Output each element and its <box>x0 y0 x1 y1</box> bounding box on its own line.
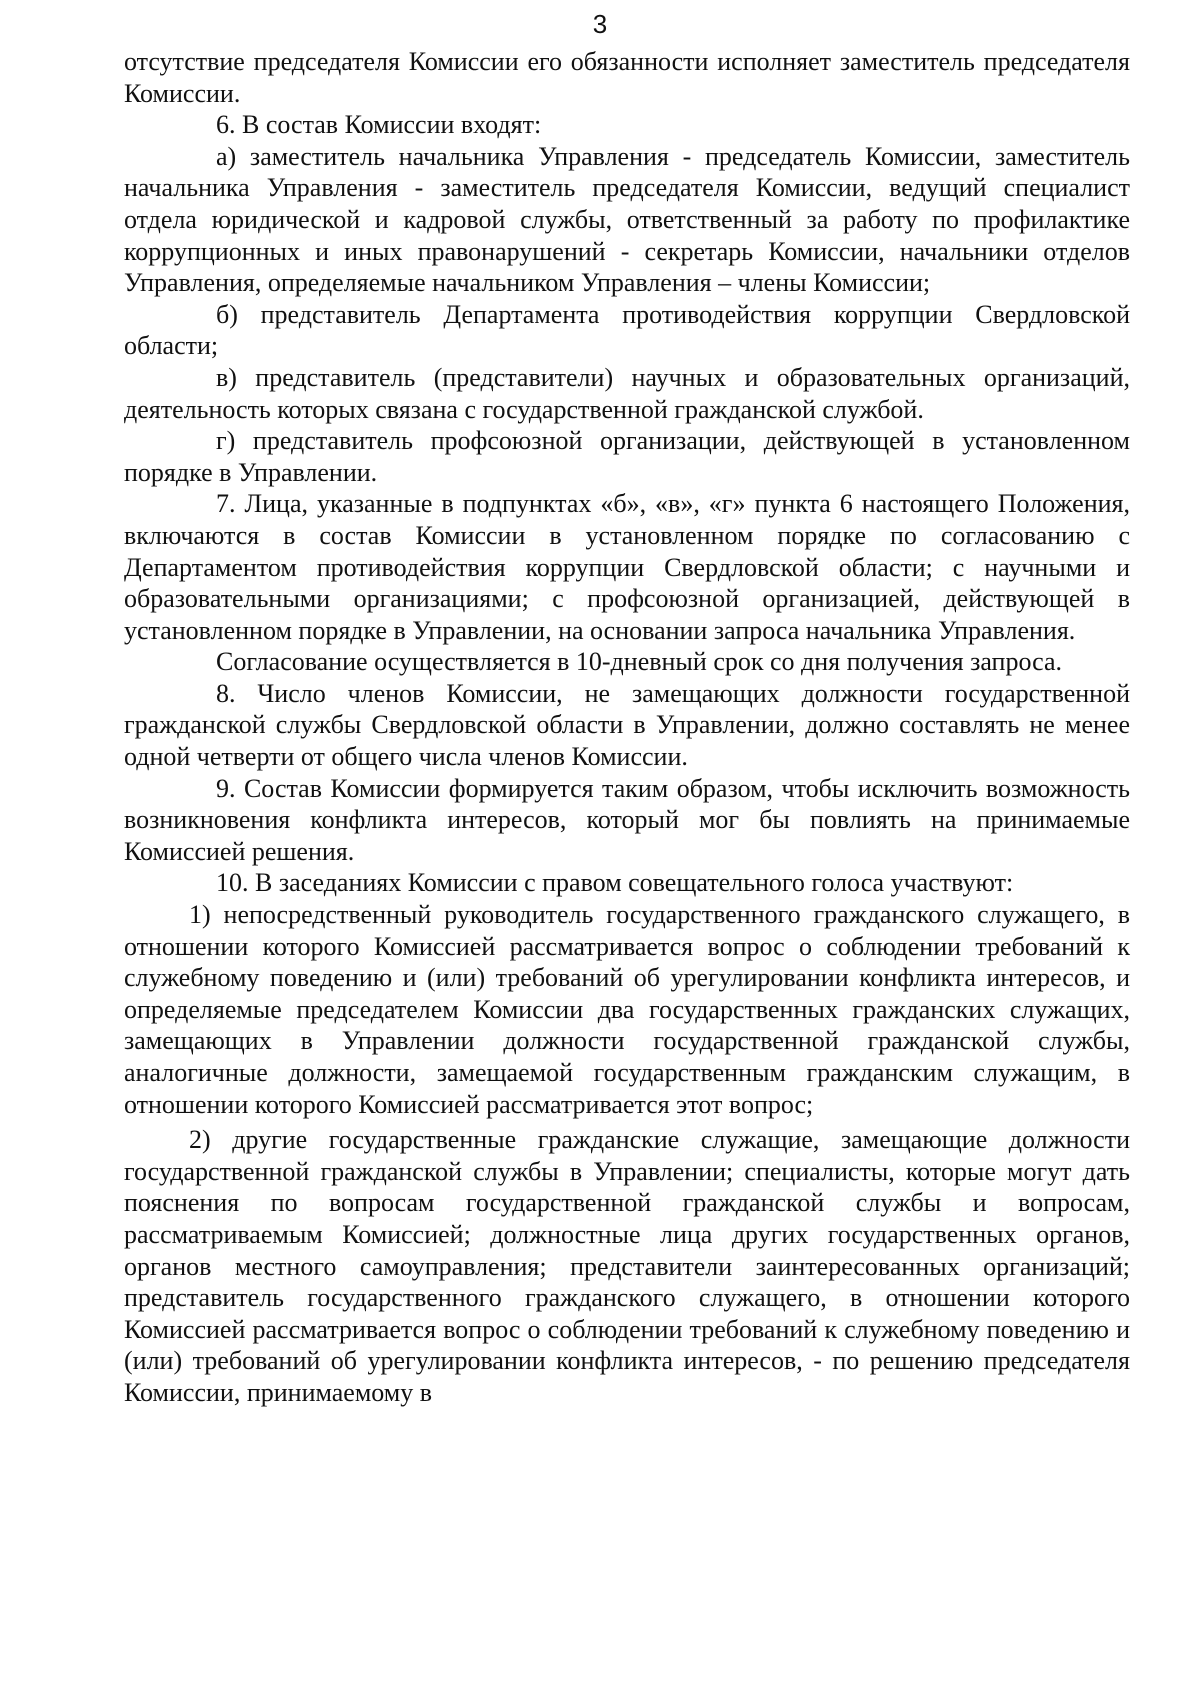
document-body <box>124 46 1130 1409</box>
paragraph-8: 8. Число членов Комиссии, не замещающих должности государственной гражданской службы Свердловской области в Управлении, должно составлять не менее одной четверти от общего числа членов Комиссии. <box>124 678 1130 772</box>
paragraph-10-item-2: 2) другие государственные гражданские служащие, замещающие должности государственной гражданской службы в Управлении; специалисты, которые могут дать пояснения по вопросам государственной гражданской службы и вопросам, рассматриваемым Комиссией; должностные лица других государственных органов, органов местного самоуправления; представители заинтересованных организаций; представитель государственного гражданского служащего, в отношении которого Комиссией рассматривается вопрос о соблюдении требований к служебному поведению и (или) требований об урегулировании конфликта интересов, - по решению председателя Комиссии, принимаемому в <box>124 1125 1130 1407</box>
paragraph-continuation: отсутствие председателя Комиссии его обязанности исполняет заместитель председателя Комиссии. <box>124 47 1130 108</box>
paragraph-9: 9. Состав Комиссии формируется таким образом, чтобы исключить возможность возникновения конфликта интересов, который мог бы повлиять на принимаемые Комиссией решения. <box>124 773 1130 866</box>
paragraph-7-agreement: Согласование осуществляется в 10-дневный срок со дня получения запроса. <box>216 647 1063 677</box>
paragraph-6: 6. В состав Комиссии входят: <box>216 110 542 140</box>
paragraph-7: 7. Лица, указанные в подпунктах «б», «в», «г» пункта 6 настоящего Положения, включаются в состав Комиссии в установленном порядке по согласованию с Департаментом противодействия коррупции Свердловской области; с научными и образовательными организациями; с профсоюзной организацией, действующей в установленном порядке в Управлении, на основании запроса начальника Управления. <box>124 489 1130 645</box>
paragraph-6v: в) представитель (представители) научных и образовательных организаций, деятельность которых связана с государственной гражданской службой. <box>124 362 1130 424</box>
paragraph-6b: б) представитель Департамента противодействия коррупции Свердловской области; <box>124 299 1130 361</box>
paragraph-6a: а) заместитель начальника Управления - председатель Комиссии, заместитель начальника Управления - заместитель председателя Комиссии, ведущий специалист отдела юридической и кадровой службы, ответственный за работу по профилактике коррупционных и иных правонарушений - секретарь Комиссии, начальники отделов Управления, определяемые начальником Управления – члены Комиссии; <box>124 141 1130 298</box>
page-number: 3 <box>592 9 608 39</box>
paragraph-10: 10. В заседаниях Комиссии с правом совещательного голоса участвуют: <box>216 868 1014 898</box>
paragraph-10-item-1: 1) непосредственный руководитель государственного гражданского служащего, в отношении которого Комиссией рассматривается вопрос о соблюдении требований к служебному поведению и (или) требований об урегулировании конфликта интересов, и определяемые председателем Комиссии два государственных гражданских служащих, замещающих в Управлении должности государственной гражданской службы, аналогичные должности, замещаемой государственным гражданским служащим, в отношении которого Комиссией рассматривается этот вопрос; <box>124 900 1130 1119</box>
paragraph-6g: г) представитель профсоюзной организации, действующей в установленном порядке в Управлении. <box>124 426 1130 487</box>
